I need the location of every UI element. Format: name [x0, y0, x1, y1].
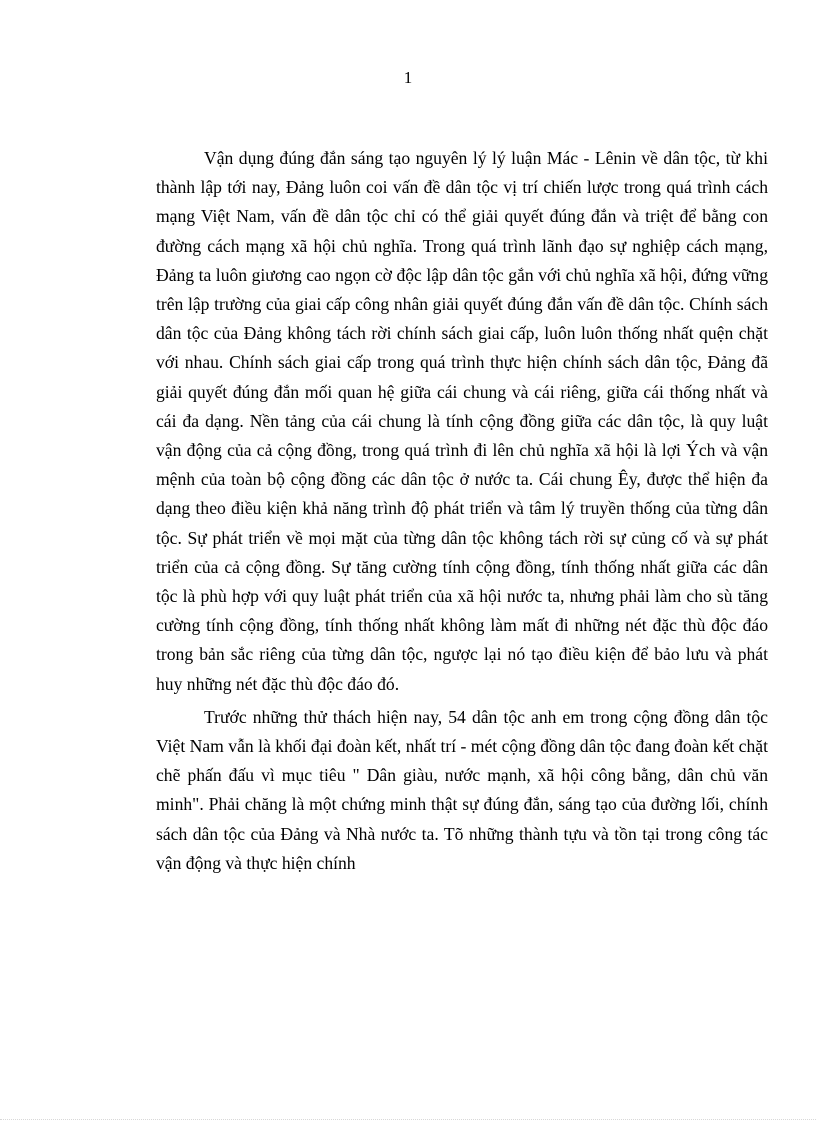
paragraph-2: Trước những thử thách hiện nay, 54 dân tộc anh em trong cộng đồng dân tộc Việt Nam vẫn là khối đại đoàn kết, nhất trí - mét cộng đồng dân tộc đang đoàn kết chặt chẽ phấn đấu vì mục tiêu " Dân giàu, nước mạnh, xã hội công bằng, dân chủ văn minh". Phải chăng là một chứng minh thật sự đúng đắn, sáng tạo của đường lối, chính sách dân tộc của Đảng và Nhà nước ta. Tõ những thành tựu và tồn tại trong công tác vận động và thực hiện chính: [156, 706, 768, 873]
page-number: 1: [403, 68, 413, 87]
page-bottom-border: [0, 1119, 816, 1120]
body-text: [156, 144, 768, 878]
paragraph-1: Vận dụng đúng đắn sáng tạo nguyên lý lý luận Mác - Lênin về dân tộc, từ khi thành lập tới nay, Đảng luôn coi vấn đề dân tộc vị trí chiến lược trong quá trình cách mạng Việt Nam, vấn đề dân tộc chỉ có thể giải quyết đúng đắn và triệt để bằng con đường cách mạng xã hội chủ nghĩa. Trong quá trình lãnh đạo sự nghiệp cách mạng, Đảng ta luôn giương cao ngọn cờ độc lập dân tộc gắn với chủ nghĩa xã hội, đứng vững trên lập trường của giai cấp công nhân giải quyết đúng đắn vấn đề dân tộc. Chính sách dân tộc của Đảng không tách rời chính sách giai cấp, luôn luôn thống nhất quện chặt với nhau. Chính sách giai cấp trong quá trình thực hiện chính sách dân tộc, Đảng đã giải quyết đúng đắn mối quan hệ giữa cái chung và cái riêng, giữa cái thống nhất và cái đa dạng. Nền tảng của cái chung là tính cộng đồng giữa các dân tộc, là quy luật vận động của cả cộng đồng, trong quá trình đi lên chủ nghĩa xã hội là lợi Ých và vận mệnh của toàn bộ cộng đồng các dân tộc ở nước ta. Cái chung Êy, được thể hiện đa dạng theo điều kiện khả năng trình độ phát triển và tâm lý truyền thống của từng dân tộc. Sự phát triển về mọi mặt của từng dân tộc không tách rời sự củng cố và sự phát triển của cả cộng đồng. Sự tăng cường tính cộng đồng, tính thống nhất giữa các dân tộc là phù hợp với quy luật phát triển của xã hội nước ta, nhưng phải làm cho sù tăng cường tính cộng đồng, tính thống nhất không làm mất đi những nét đặc thù độc đáo trong bản sắc riêng của từng dân tộc, ngược lại nó tạo điều kiện để bảo lưu và phát huy những nét đặc thù độc đáo đó.: [156, 148, 768, 694]
